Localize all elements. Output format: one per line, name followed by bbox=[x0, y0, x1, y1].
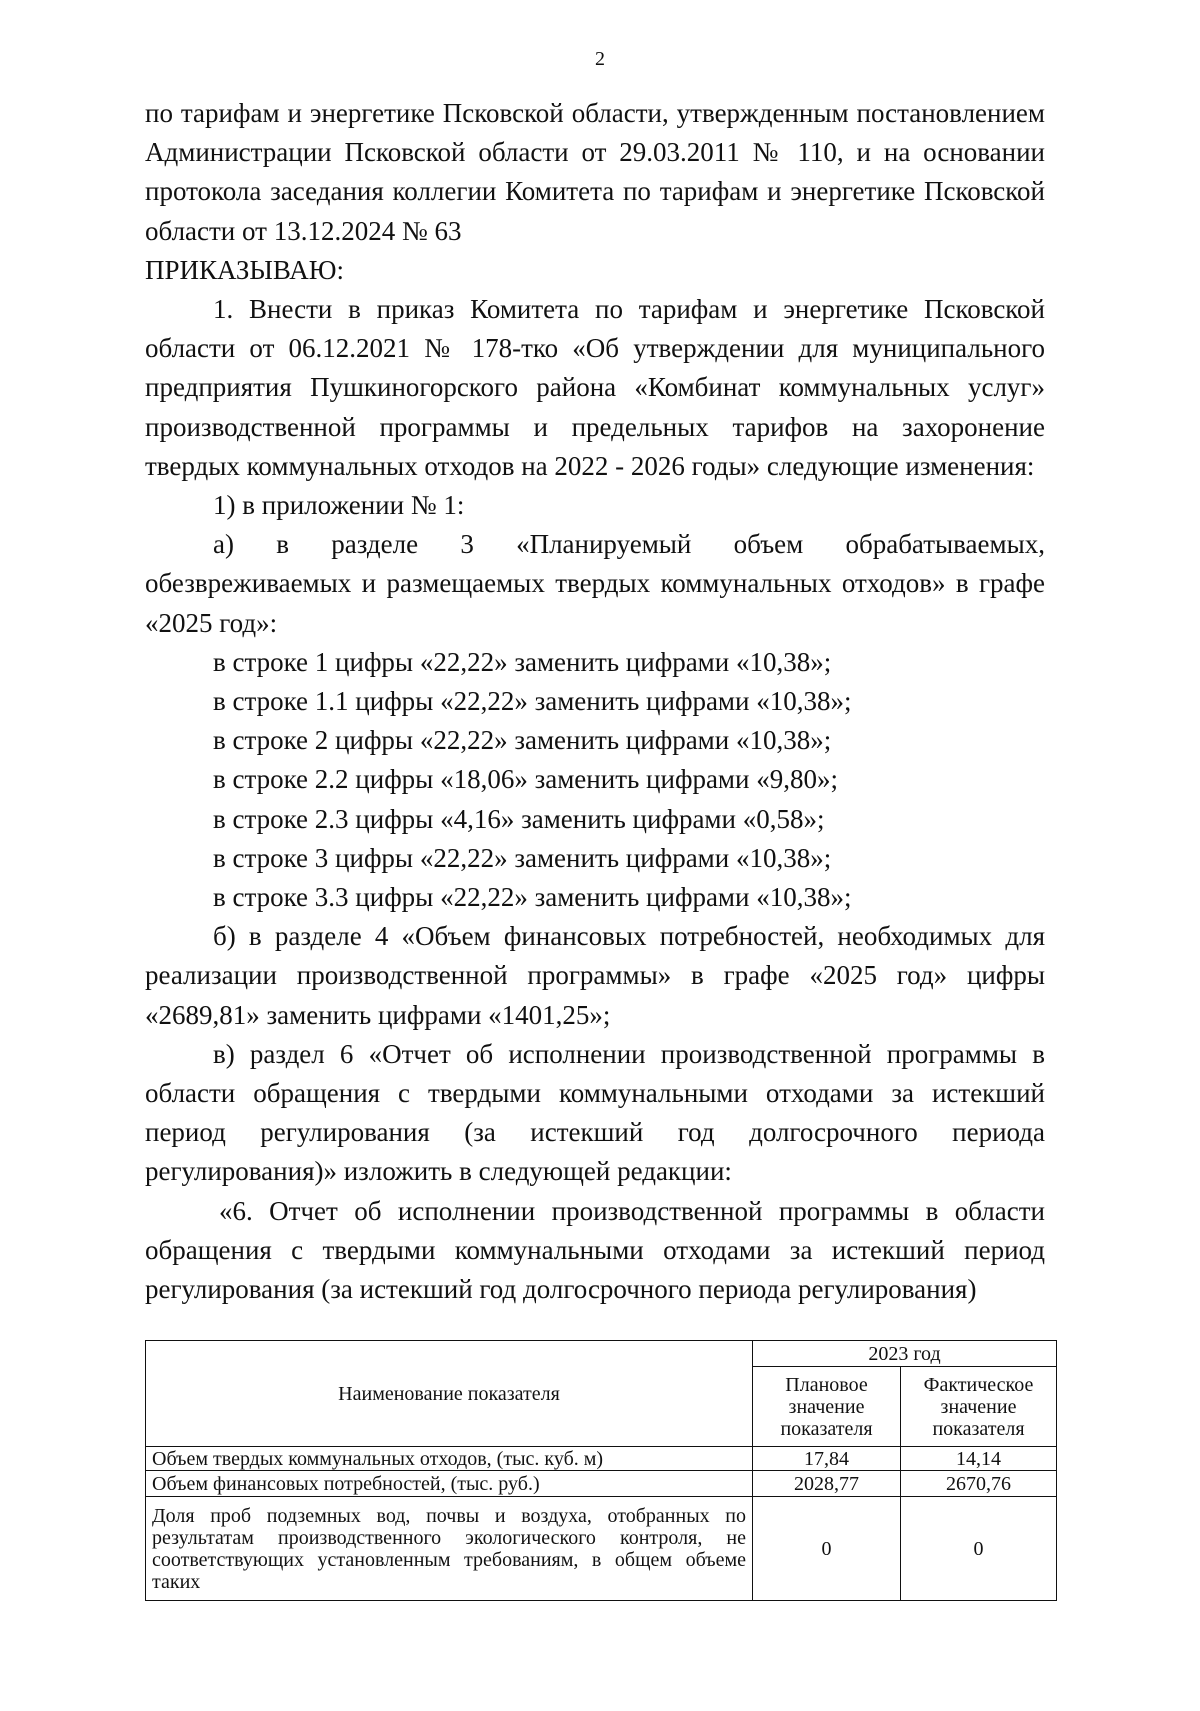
table-row bbox=[146, 1471, 1057, 1497]
paragraph-subitem-v: в) раздел 6 «Отчет об исполнении производственной программы в области обращения с твердыми коммунальными отходами за истекший период регулирования (за истекший год долгосрочного периода регулирования)» изложить в следующей редакции: bbox=[145, 1038, 1045, 1187]
table-cell-plan: 2028,77 bbox=[753, 1471, 901, 1497]
paragraph-line-2-3: в строке 2.3 цифры «4,16» заменить цифрами «0,58»; bbox=[213, 803, 825, 834]
table-cell-plan: 17,84 bbox=[753, 1447, 901, 1471]
paragraph-order-word: ПРИКАЗЫВАЮ: bbox=[145, 254, 344, 285]
table-cell-fact: 0 bbox=[901, 1497, 1057, 1601]
table-header-plan: Плановое значение показателя bbox=[753, 1367, 901, 1447]
table-cell-name: Объем твердых коммунальных отходов, (тыс. куб. м) bbox=[146, 1447, 753, 1471]
table-cell-fact: 14,14 bbox=[901, 1447, 1057, 1471]
page-number: 2 bbox=[595, 48, 605, 70]
table-header-year: 2023 год bbox=[753, 1341, 1057, 1367]
paragraph-subitem-a: а) в разделе 3 «Планируемый объем обрабатываемых, обезвреживаемых и размещаемых твердых коммунальных отходов» в графе «2025 год»: bbox=[145, 529, 1045, 638]
paragraph-line-3: в строке 3 цифры «22,22» заменить цифрами «10,38»; bbox=[213, 842, 832, 873]
paragraph-section-6-title: «6. Отчет об исполнении производственной программы в области обращения с твердыми коммунальными отходами за истекший период регулирования (за истекший год долгосрочного периода регулирования) bbox=[145, 1195, 1045, 1305]
paragraph-intro: по тарифам и энергетике Псковской области, утвержденным постановлением Администрации Псковской области от 29.03.2011 № 110, и на основании протокола заседания коллегии Комитета по тарифам и энергетике Псковской области от 13.12.2024 № 63 bbox=[145, 98, 1045, 246]
table-row bbox=[146, 1497, 1057, 1601]
paragraph-subitem-b: б) в разделе 4 «Объем финансовых потребностей, необходимых для реализации производственной программы» в графе «2025 год» цифры «2689,81» заменить цифрами «1401,25»; bbox=[145, 921, 1045, 1030]
paragraph-line-3-3: в строке 3.3 цифры «22,22» заменить цифрами «10,38»; bbox=[213, 882, 852, 913]
table-cell-plan: 0 bbox=[753, 1497, 901, 1601]
report-table bbox=[145, 1340, 1057, 1601]
table-cell-name: Доля проб подземных вод, почвы и воздуха, отобранных по результатам производственного экологического контроля, не соответствующих установленным требованиям, в общем объеме таких bbox=[146, 1497, 753, 1601]
paragraph-line-1-1: в строке 1.1 цифры «22,22» заменить цифрами «10,38»; bbox=[213, 686, 852, 717]
table-header-fact: Фактическое значение показателя bbox=[901, 1367, 1057, 1447]
paragraph-appendix-1: 1) в приложении № 1: bbox=[213, 490, 465, 521]
table-header-name: Наименование показателя bbox=[146, 1341, 753, 1447]
paragraph-line-2: в строке 2 цифры «22,22» заменить цифрами «10,38»; bbox=[213, 725, 832, 756]
table-row bbox=[146, 1447, 1057, 1471]
paragraph-line-2-2: в строке 2.2 цифры «18,06» заменить цифрами «9,80»; bbox=[213, 764, 838, 795]
paragraph-item-1: 1. Внести в приказ Комитета по тарифам и энергетике Псковской области от 06.12.2021 № 178-тко «Об утверждении для муниципального предприятия Пушкиногорского района «Комбинат коммунальных услуг» производственной программы и предельных тарифов на захоронение твердых коммунальных отходов на 2022 - 2026 годы» следующие изменения: bbox=[145, 294, 1045, 481]
table-cell-name: Объем финансовых потребностей, (тыс. руб.) bbox=[146, 1471, 753, 1497]
document-body bbox=[145, 94, 1045, 1309]
paragraph-line-1: в строке 1 цифры «22,22» заменить цифрами «10,38»; bbox=[213, 646, 832, 677]
table-cell-fact: 2670,76 bbox=[901, 1471, 1057, 1497]
